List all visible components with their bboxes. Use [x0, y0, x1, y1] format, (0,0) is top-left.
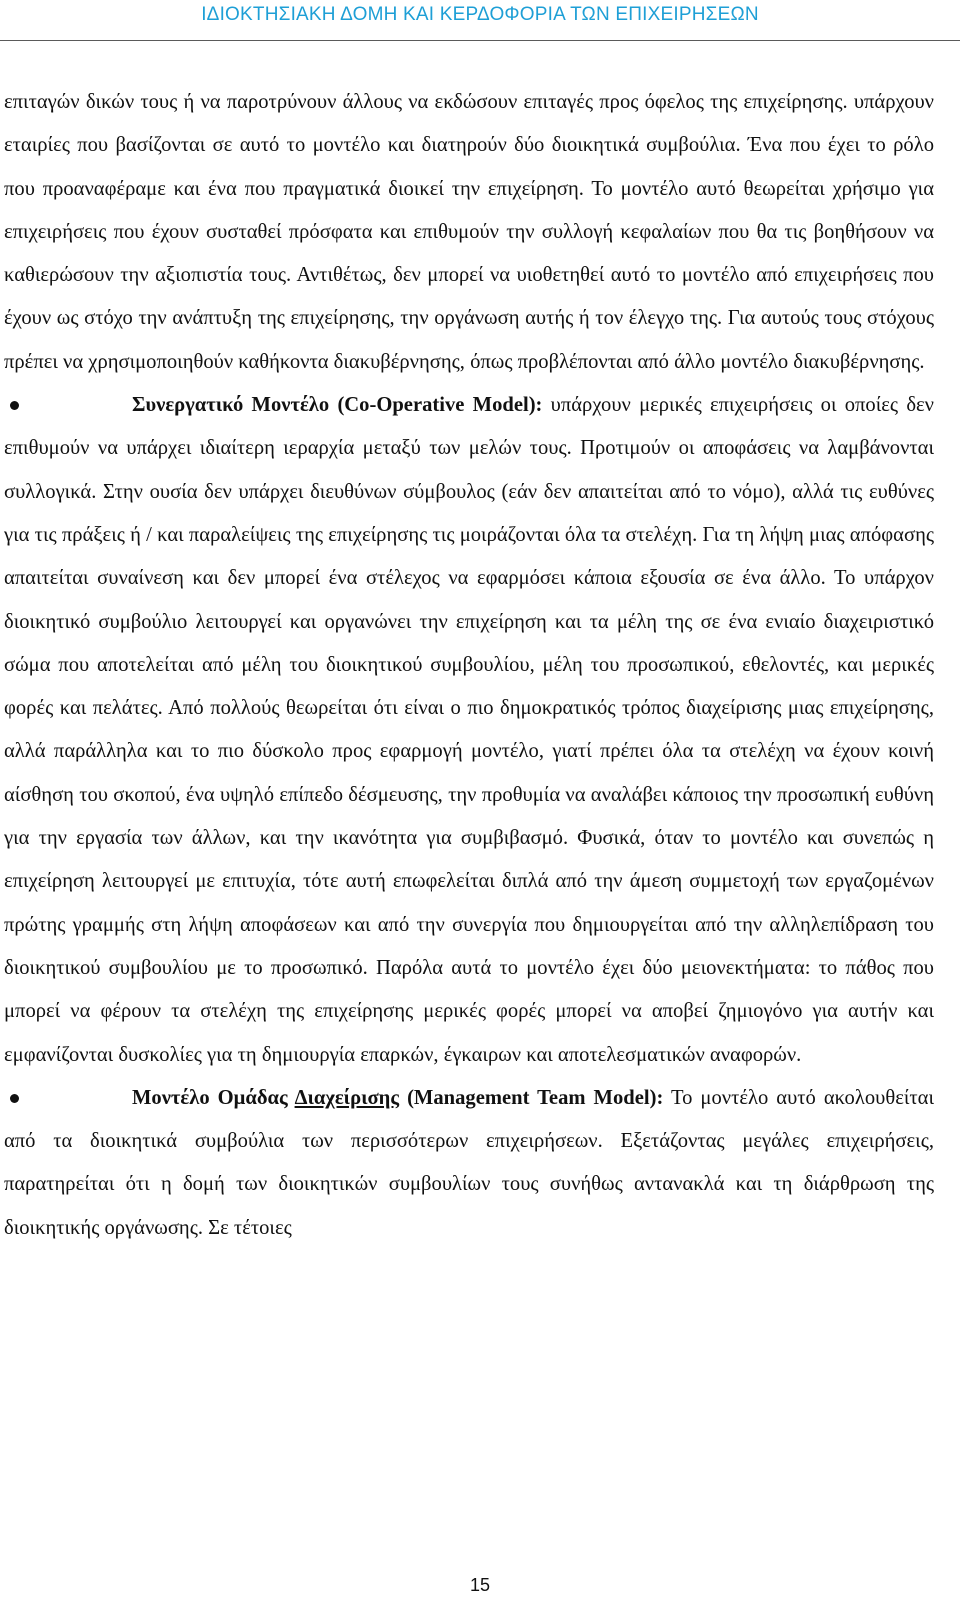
- bullet-text: υπάρχουν μερικές επιχειρήσεις οι οποίες δεν επιθυμούν να υπάρχει ιδιαίτερη ιεραρχία μεταξύ των μελών τους. Προτιμούν οι αποφάσεις να λαμβάνονται συλλογικά. Στην ουσία δεν υπάρχει διευθύνων σύμβουλος (εάν δεν απαιτείται από το νόμο), αλλά τις ευθύνες για τις πράξεις ή / και παραλείψεις της επιχείρησης τις μοιράζονται όλα τα στελέχη. Για τη λήψη μιας απόφασης απαιτείται συναίνεση και δεν μπορεί ένα στέλεχος να εφαρμόσει κάποια εξουσία σε ένα άλλο. Το υπάρχον διοικητικό συμβούλιο λειτουργεί και οργανώνει την επιχείρηση και τα μέλη της σε ένα ενιαίο διαχειριστικό σώμα που αποτελείται από μέλη του διοικητικού συμβουλίου, μέλη του προσωπικού, εθελοντές, και μερικές φορές και πελάτες. Από πολλούς θεωρείται ότι είναι ο πιο δημοκρατικός τρόπος διαχείρισης μιας επιχείρησης, αλλά παράλληλα και το πιο δύσκολο προς εφαρμογή μοντέλο, γιατί πρέπει όλα τα στελέχη να έχουν κοινή αίσθηση του σκοπού, ένα υψηλό επίπεδο δέσμευσης, την προθυμία να αναλάβει κάποιος την προσωπική ευθύνη για την εργασία των άλλων, και την ικανότητα για συμβιβασμό. Φυσικά, όταν το μοντέλο και συνεπώς η επιχείρηση λειτουργεί με επιτυχία, τότε αυτή επωφελείται διπλά από την άμεση συμμετοχή των εργαζομένων πρώτης γραμμής στη λήψη αποφάσεων και από την συνεργία που δημιουργείται από την αλληλεπίδραση του διοικητικού συμβουλίου με το προσωπικό. Παρόλα αυτά το μοντέλο έχει δύο μειονεκτήματα: το πάθος που μπορεί να φέρουν τα στελέχη της επιχείρησης μερικές φορές μπορεί να αποβεί ζημιογόνο για αυτήν και εμφανίζονται δυσκολίες για τη δημιουργία επαρκών, έγκαιρων και αποτελεσματικών αναφορών.: [4, 394, 934, 1066]
- bullet-text: Το μοντέλο αυτό ακολουθείται από τα διοικητικά συμβούλια των περισσότερων επιχειρήσεων. Εξετάζοντας μεγάλες επιχειρήσεις, παρατηρείται ότι η δομή των διοικητικών συμβουλίων τους συνήθως αντανακλά και τη διάρθρωση της διοικητικής οργάνωσης. Σε τέτοιες: [4, 1086, 934, 1239]
- bullet-icon: [10, 401, 19, 410]
- running-header: ΙΔΙΟΚΤΗΣΙΑΚΗ ΔΟΜΗ ΚΑΙ ΚΕΡΔΟΦΟΡΙΑ ΤΩΝ ΕΠΙΧΕΙΡΗΣΕΩΝ: [201, 4, 759, 25]
- bullet-term: Συνεργατικό Μοντέλο (Co-Operative Model):: [132, 394, 543, 417]
- body-paragraph: επιταγών δικών τους ή να παροτρύνουν άλλους να εκδώσουν επιταγές προς όφελος της επιχείρησης. υπάρχουν εταιρίες που βασίζονται σε αυτό το μοντέλο και διατηρούν δύο διοικητικά συμβούλια. Ένα που έχει το ρόλο που προαναφέραμε και ένα που πραγματικά διοικεί την επιχείρηση. Το μοντέλο αυτό θεωρείται χρήσιμο για επιχειρήσεις που έχουν συσταθεί πρόσφατα και επιθυμούν την συλλογή κεφαλαίων που θα τις βοηθήσουν να καθιερώσουν την αξιοπιστία τους. Αντιθέτως, δεν μπορεί να υιοθετηθεί αυτό το μοντέλο από επιχειρήσεις που έχουν ως στόχο την ανάπτυξη της επιχείρησης, την οργάνωση αυτής ή τον έλεγχο της. Για αυτούς τους στόχους πρέπει να χρησιμοποιηθούν καθήκοντα διακυβέρνησης, όπως προβλέπονται από άλλο μοντέλο διακυβέρνησης.: [4, 91, 934, 373]
- bullet-term-underlined: Διαχείρισης: [294, 1086, 400, 1109]
- bullet-term-part-b: (Management Team Model):: [399, 1086, 664, 1109]
- header-divider: [0, 40, 960, 41]
- document-body: [4, 81, 934, 1250]
- bullet-term: [132, 1087, 663, 1109]
- bullet-item-cooperative-model: [4, 384, 934, 1077]
- page-number: 15: [469, 1575, 491, 1595]
- bullet-icon: [10, 1094, 19, 1103]
- bullet-term-part-a: Μοντέλο Ομάδας: [132, 1086, 295, 1109]
- bullet-item-management-team-model: [4, 1077, 934, 1250]
